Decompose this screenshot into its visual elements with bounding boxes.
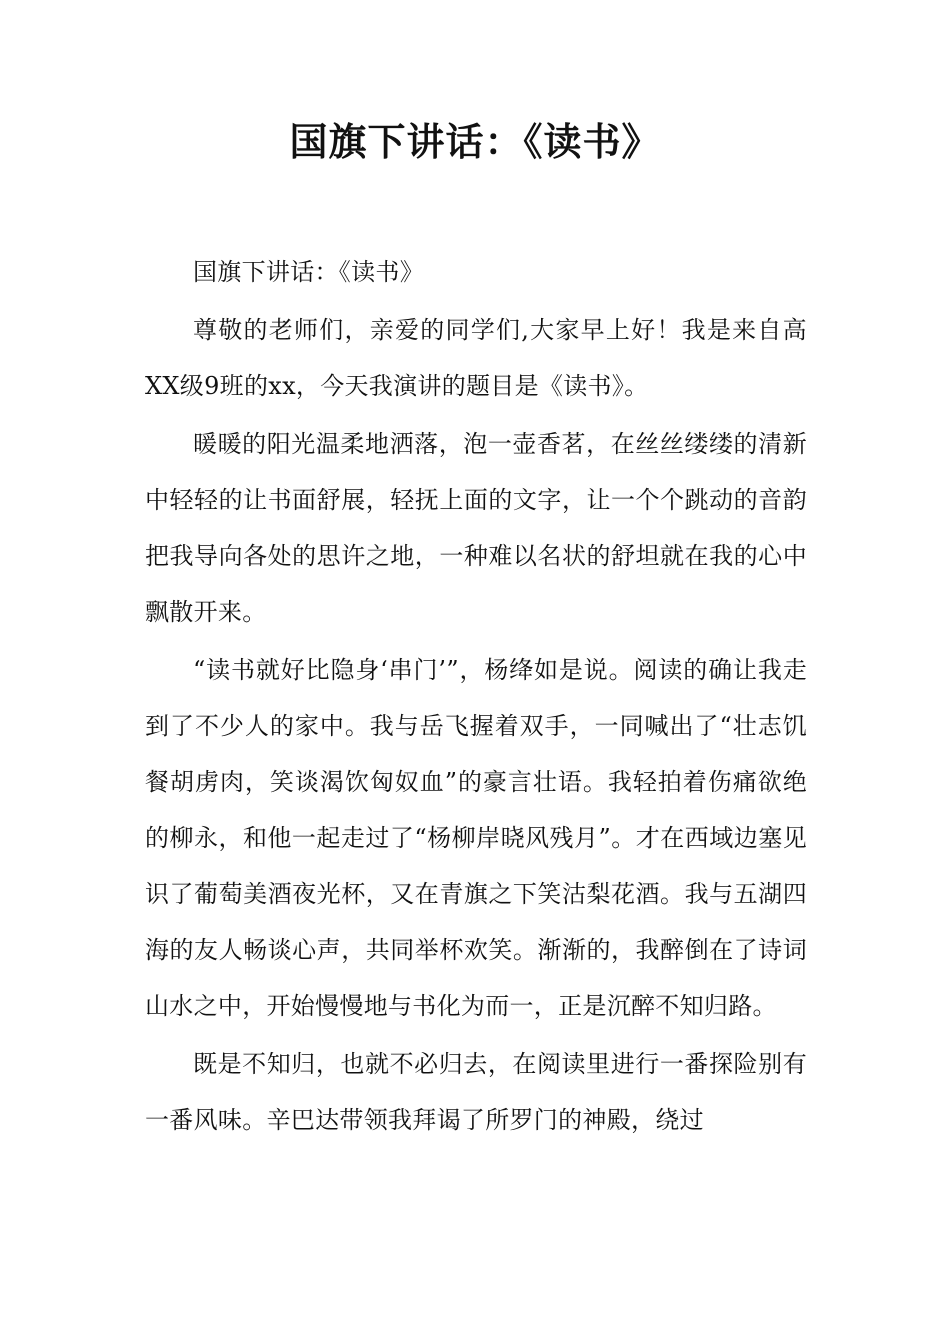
paragraph-visiting: “读书就好比隐身‘串门’”，杨绛如是说。阅读的确让我走到了不少人的家中。我与岳飞握着双手，一同喊出了“壮志饥餐胡虏肉，笑谈渴饮匈奴血”的豪言壮语。我轻拍着伤痛欲绝的柳永，和他一起走过了“杨柳岸晓风残月”。才在西域边塞见识了葡萄美酒夜光杯，又在青旗之下笑沽梨花酒。我与五湖四海的友人畅谈心声，共同举杯欢笑。渐渐的，我醉倒在了诗词山水之中，开始慢慢地与书化为而一，正是沉醉不知归路。 (145, 656, 807, 1020)
paragraph-greeting: 尊敬的老师们，亲爱的同学们,大家早上好！我是来自高XX级9班的xx，今天我演讲的题目是《读书》。 (145, 316, 807, 400)
paragraph-adventure: 既是不知归，也就不必归去，在阅读里进行一番探险别有一番风味。辛巴达带领我拜谒了所罗门的神殿，绕过 (145, 1050, 807, 1134)
paragraph-subtitle: 国旗下讲话：《读书》 (193, 258, 424, 286)
document-title: 国旗下讲话：《读书》 (289, 120, 661, 164)
document-body (145, 244, 807, 1148)
paragraph-sunlight: 暖暖的阳光温柔地洒落，泡一壶香茗，在丝丝缕缕的清新中轻轻的让书面舒展，轻抚上面的文字，让一个个跳动的音韵把我导向各处的思许之地，一种难以名状的舒坦就在我的心中飘散开来。 (145, 430, 807, 626)
